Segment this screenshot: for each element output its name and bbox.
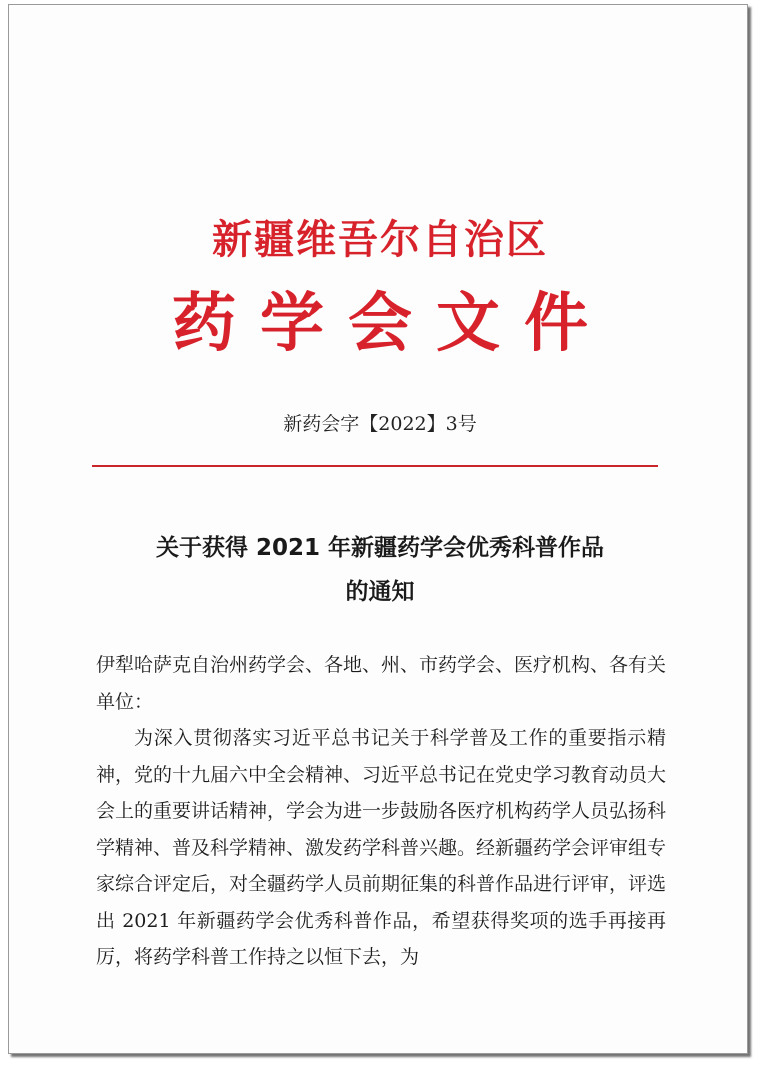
notice-body — [96, 647, 666, 976]
issuer-name: 新疆维吾尔自治区 — [212, 217, 548, 263]
red-divider-line — [92, 465, 658, 467]
document-header: 药学会文件 — [172, 287, 612, 361]
notice-title-line2: 的通知 — [345, 579, 415, 605]
notice-title — [0, 526, 760, 614]
body-paragraph: 为深入贯彻落实习近平总书记关于科学普及工作的重要指示精神，党的十九届六中全会精神、习近平总书记在党史学习教育动员大会上的重要讲话精神，学会为进一步鼓励各医疗机构药学人员弘扬科学精神、普及科学精神、激发药学科普兴趣。经新疆药学会评审组专家综合评定后，对全疆药学人员前期征集的科普作品进行评审，评选出 2021 年新疆药学会优秀科普作品，希望获得奖项的选手再接再厉，将药学科普工作持之以恒下去，为 — [96, 727, 667, 968]
notice-title-line1: 关于获得 2021 年新疆药学会优秀科普作品 — [155, 535, 605, 561]
salutation: 伊犁哈萨克自治州药学会、各地、州、市药学会、医疗机构、各有关单位： — [96, 654, 667, 713]
document-number: 新药会字【2022】3号 — [283, 413, 477, 435]
